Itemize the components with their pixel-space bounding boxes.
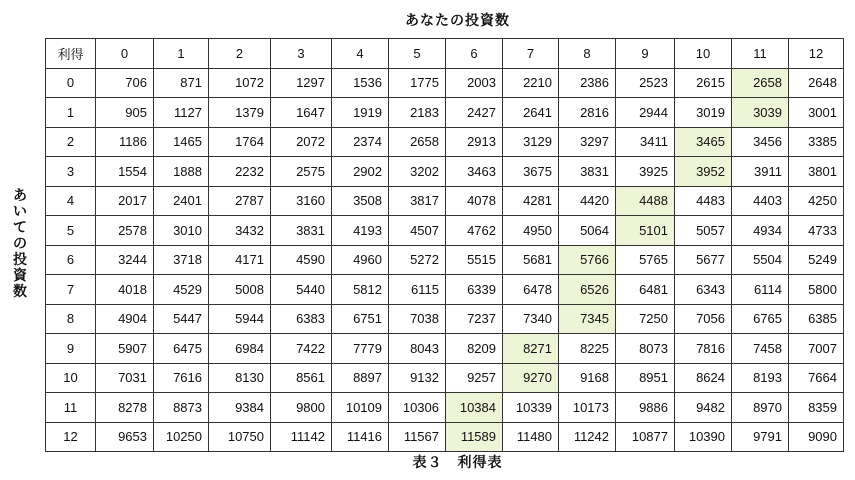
column-header: 11 <box>732 39 789 69</box>
column-header: 12 <box>789 39 844 69</box>
payoff-cell: 6343 <box>675 275 732 305</box>
payoff-cell: 2902 <box>332 157 389 187</box>
payoff-cell: 706 <box>96 68 154 98</box>
payoff-cell: 10306 <box>389 393 446 423</box>
column-header: 1 <box>154 39 209 69</box>
payoff-cell: 4403 <box>732 186 789 216</box>
payoff-cell: 3202 <box>389 157 446 187</box>
table-row <box>46 334 844 364</box>
payoff-cell: 4590 <box>271 245 332 275</box>
payoff-cell: 8193 <box>732 363 789 393</box>
payoff-cell: 3465 <box>675 127 732 157</box>
row-header: 12 <box>46 422 96 452</box>
column-header: 4 <box>332 39 389 69</box>
payoff-cell: 2232 <box>209 157 271 187</box>
payoff-cell: 6385 <box>789 304 844 334</box>
payoff-cell: 3817 <box>389 186 446 216</box>
payoff-cell: 7422 <box>271 334 332 364</box>
payoff-cell: 3411 <box>616 127 675 157</box>
payoff-cell: 1764 <box>209 127 271 157</box>
payoff-cell: 7250 <box>616 304 675 334</box>
payoff-cell: 2816 <box>559 98 616 128</box>
payoff-cell: 7007 <box>789 334 844 364</box>
payoff-cell: 11142 <box>271 422 332 452</box>
payoff-cell: 8970 <box>732 393 789 423</box>
payoff-cell: 7664 <box>789 363 844 393</box>
payoff-cell: 8209 <box>446 334 503 364</box>
payoff-cell: 11589 <box>446 422 503 452</box>
payoff-cell: 3244 <box>96 245 154 275</box>
payoff-cell: 3010 <box>154 216 209 246</box>
payoff-cell: 7340 <box>503 304 559 334</box>
payoff-cell: 3831 <box>271 216 332 246</box>
payoff-cell: 2575 <box>271 157 332 187</box>
payoff-cell: 6481 <box>616 275 675 305</box>
payoff-cell: 1536 <box>332 68 389 98</box>
payoff-cell: 7616 <box>154 363 209 393</box>
row-header: 3 <box>46 157 96 187</box>
column-header: 8 <box>559 39 616 69</box>
payoff-cell: 7031 <box>96 363 154 393</box>
payoff-cell: 4488 <box>616 186 675 216</box>
payoff-cell: 7237 <box>446 304 503 334</box>
payoff-cell: 7816 <box>675 334 732 364</box>
column-header: 5 <box>389 39 446 69</box>
table-row <box>46 127 844 157</box>
payoff-cell: 7779 <box>332 334 389 364</box>
payoff-cell: 2648 <box>789 68 844 98</box>
payoff-cell: 9653 <box>96 422 154 452</box>
payoff-cell: 4018 <box>96 275 154 305</box>
row-axis-title-char: 数 <box>13 284 27 300</box>
payoff-cell: 4934 <box>732 216 789 246</box>
table-row <box>46 157 844 187</box>
payoff-cell: 3129 <box>503 127 559 157</box>
column-header: 6 <box>446 39 503 69</box>
table-row <box>46 304 844 334</box>
payoff-cell: 8951 <box>616 363 675 393</box>
payoff-cell: 4950 <box>503 216 559 246</box>
payoff-cell: 3456 <box>732 127 789 157</box>
payoff-cell: 7458 <box>732 334 789 364</box>
row-axis-title-char: 資 <box>13 268 27 284</box>
payoff-cell: 1775 <box>389 68 446 98</box>
payoff-table <box>45 38 844 452</box>
row-header: 4 <box>46 186 96 216</box>
column-header: 7 <box>503 39 559 69</box>
payoff-cell: 5249 <box>789 245 844 275</box>
payoff-cell: 10877 <box>616 422 675 452</box>
payoff-cell: 1919 <box>332 98 389 128</box>
payoff-cell: 3039 <box>732 98 789 128</box>
payoff-cell: 4762 <box>446 216 503 246</box>
column-header: 9 <box>616 39 675 69</box>
payoff-cell: 6751 <box>332 304 389 334</box>
payoff-cell: 11416 <box>332 422 389 452</box>
payoff-cell: 8873 <box>154 393 209 423</box>
payoff-cell: 5272 <box>389 245 446 275</box>
payoff-cell: 2374 <box>332 127 389 157</box>
row-axis-title-char: あ <box>13 188 27 204</box>
payoff-cell: 6383 <box>271 304 332 334</box>
row-header: 1 <box>46 98 96 128</box>
payoff-cell: 5907 <box>96 334 154 364</box>
payoff-cell: 8897 <box>332 363 389 393</box>
payoff-cell: 4250 <box>789 186 844 216</box>
payoff-cell: 6339 <box>446 275 503 305</box>
payoff-cell: 6115 <box>389 275 446 305</box>
payoff-cell: 4529 <box>154 275 209 305</box>
column-axis-title: あなたの投資数 <box>405 13 510 29</box>
payoff-cell: 3463 <box>446 157 503 187</box>
column-header: 3 <box>271 39 332 69</box>
payoff-cell: 5504 <box>732 245 789 275</box>
payoff-cell: 1554 <box>96 157 154 187</box>
payoff-cell: 6984 <box>209 334 271 364</box>
payoff-cell: 2401 <box>154 186 209 216</box>
payoff-cell: 6475 <box>154 334 209 364</box>
payoff-cell: 1888 <box>154 157 209 187</box>
column-header: 10 <box>675 39 732 69</box>
payoff-cell: 1297 <box>271 68 332 98</box>
payoff-cell: 10250 <box>154 422 209 452</box>
payoff-cell: 5101 <box>616 216 675 246</box>
payoff-cell: 9257 <box>446 363 503 393</box>
payoff-cell: 5677 <box>675 245 732 275</box>
payoff-cell: 3718 <box>154 245 209 275</box>
payoff-cell: 3925 <box>616 157 675 187</box>
payoff-cell: 2658 <box>732 68 789 98</box>
payoff-cell: 11480 <box>503 422 559 452</box>
payoff-cell: 7345 <box>559 304 616 334</box>
payoff-cell: 3911 <box>732 157 789 187</box>
row-header: 0 <box>46 68 96 98</box>
payoff-cell: 7056 <box>675 304 732 334</box>
payoff-cell: 4733 <box>789 216 844 246</box>
payoff-cell: 9800 <box>271 393 332 423</box>
payoff-cell: 9168 <box>559 363 616 393</box>
payoff-cell: 5064 <box>559 216 616 246</box>
payoff-cell: 3297 <box>559 127 616 157</box>
row-header: 11 <box>46 393 96 423</box>
payoff-cell: 4420 <box>559 186 616 216</box>
payoff-cell: 2658 <box>389 127 446 157</box>
payoff-cell: 9132 <box>389 363 446 393</box>
payoff-cell: 9482 <box>675 393 732 423</box>
table-row <box>46 245 844 275</box>
table-row <box>46 98 844 128</box>
table-row <box>46 186 844 216</box>
row-axis-title-char: 投 <box>13 252 27 268</box>
payoff-cell: 3801 <box>789 157 844 187</box>
table-row <box>46 68 844 98</box>
payoff-cell: 2578 <box>96 216 154 246</box>
payoff-cell: 905 <box>96 98 154 128</box>
payoff-cell: 5766 <box>559 245 616 275</box>
table-row <box>46 393 844 423</box>
column-header: 2 <box>209 39 271 69</box>
payoff-cell: 4193 <box>332 216 389 246</box>
corner-cell: 利得 <box>46 39 96 69</box>
row-axis-title-char: い <box>13 204 27 220</box>
payoff-cell: 3675 <box>503 157 559 187</box>
payoff-cell: 2386 <box>559 68 616 98</box>
payoff-cell: 5447 <box>154 304 209 334</box>
payoff-cell: 2427 <box>446 98 503 128</box>
payoff-cell: 5765 <box>616 245 675 275</box>
payoff-cell: 6114 <box>732 275 789 305</box>
row-header: 5 <box>46 216 96 246</box>
payoff-cell: 10390 <box>675 422 732 452</box>
header-row <box>46 39 844 69</box>
payoff-cell: 2523 <box>616 68 675 98</box>
payoff-cell: 8359 <box>789 393 844 423</box>
table-row <box>46 216 844 246</box>
payoff-cell: 871 <box>154 68 209 98</box>
payoff-cell: 2913 <box>446 127 503 157</box>
table-row <box>46 275 844 305</box>
payoff-cell: 3019 <box>675 98 732 128</box>
table-row <box>46 363 844 393</box>
payoff-cell: 6526 <box>559 275 616 305</box>
payoff-cell: 1072 <box>209 68 271 98</box>
payoff-cell: 2183 <box>389 98 446 128</box>
row-header: 7 <box>46 275 96 305</box>
payoff-cell: 4171 <box>209 245 271 275</box>
payoff-cell: 4960 <box>332 245 389 275</box>
payoff-cell: 1186 <box>96 127 154 157</box>
payoff-cell: 3385 <box>789 127 844 157</box>
row-axis-title-char: の <box>13 236 27 252</box>
payoff-cell: 9791 <box>732 422 789 452</box>
table-row <box>46 422 844 452</box>
payoff-cell: 8073 <box>616 334 675 364</box>
payoff-cell: 10109 <box>332 393 389 423</box>
payoff-cell: 5681 <box>503 245 559 275</box>
payoff-cell: 2017 <box>96 186 154 216</box>
payoff-cell: 3432 <box>209 216 271 246</box>
payoff-cell: 3508 <box>332 186 389 216</box>
payoff-cell: 1127 <box>154 98 209 128</box>
payoff-cell: 8043 <box>389 334 446 364</box>
payoff-cell: 4078 <box>446 186 503 216</box>
payoff-cell: 5008 <box>209 275 271 305</box>
payoff-cell: 10339 <box>503 393 559 423</box>
payoff-cell: 2787 <box>209 186 271 216</box>
payoff-cell: 5944 <box>209 304 271 334</box>
payoff-cell: 5800 <box>789 275 844 305</box>
payoff-cell: 5440 <box>271 275 332 305</box>
payoff-cell: 10384 <box>446 393 503 423</box>
payoff-cell: 4281 <box>503 186 559 216</box>
payoff-cell: 7038 <box>389 304 446 334</box>
payoff-cell: 6765 <box>732 304 789 334</box>
payoff-cell: 10750 <box>209 422 271 452</box>
row-header: 8 <box>46 304 96 334</box>
payoff-cell: 3831 <box>559 157 616 187</box>
payoff-cell: 9090 <box>789 422 844 452</box>
payoff-cell: 8130 <box>209 363 271 393</box>
row-axis-title <box>10 188 30 300</box>
payoff-cell: 3001 <box>789 98 844 128</box>
payoff-cell: 9384 <box>209 393 271 423</box>
row-header: 6 <box>46 245 96 275</box>
payoff-cell: 8278 <box>96 393 154 423</box>
payoff-cell: 2003 <box>446 68 503 98</box>
payoff-cell: 6478 <box>503 275 559 305</box>
payoff-cell: 4904 <box>96 304 154 334</box>
payoff-cell: 5057 <box>675 216 732 246</box>
row-axis-title-char: て <box>13 220 27 236</box>
payoff-cell: 3952 <box>675 157 732 187</box>
payoff-cell: 5515 <box>446 245 503 275</box>
payoff-cell: 11567 <box>389 422 446 452</box>
payoff-cell: 3160 <box>271 186 332 216</box>
payoff-cell: 1465 <box>154 127 209 157</box>
payoff-cell: 8271 <box>503 334 559 364</box>
payoff-cell: 2615 <box>675 68 732 98</box>
payoff-cell: 9270 <box>503 363 559 393</box>
payoff-cell: 11242 <box>559 422 616 452</box>
payoff-cell: 10173 <box>559 393 616 423</box>
column-header: 0 <box>96 39 154 69</box>
payoff-cell: 8225 <box>559 334 616 364</box>
row-header: 2 <box>46 127 96 157</box>
payoff-cell: 9886 <box>616 393 675 423</box>
payoff-cell: 4483 <box>675 186 732 216</box>
payoff-cell: 8561 <box>271 363 332 393</box>
payoff-cell: 1379 <box>209 98 271 128</box>
payoff-cell: 2641 <box>503 98 559 128</box>
payoff-cell: 4507 <box>389 216 446 246</box>
row-header: 10 <box>46 363 96 393</box>
payoff-cell: 5812 <box>332 275 389 305</box>
table-caption: 表３ 利得表 <box>412 455 503 471</box>
payoff-cell: 2072 <box>271 127 332 157</box>
row-header: 9 <box>46 334 96 364</box>
payoff-cell: 2944 <box>616 98 675 128</box>
payoff-cell: 2210 <box>503 68 559 98</box>
payoff-cell: 8624 <box>675 363 732 393</box>
payoff-cell: 1647 <box>271 98 332 128</box>
